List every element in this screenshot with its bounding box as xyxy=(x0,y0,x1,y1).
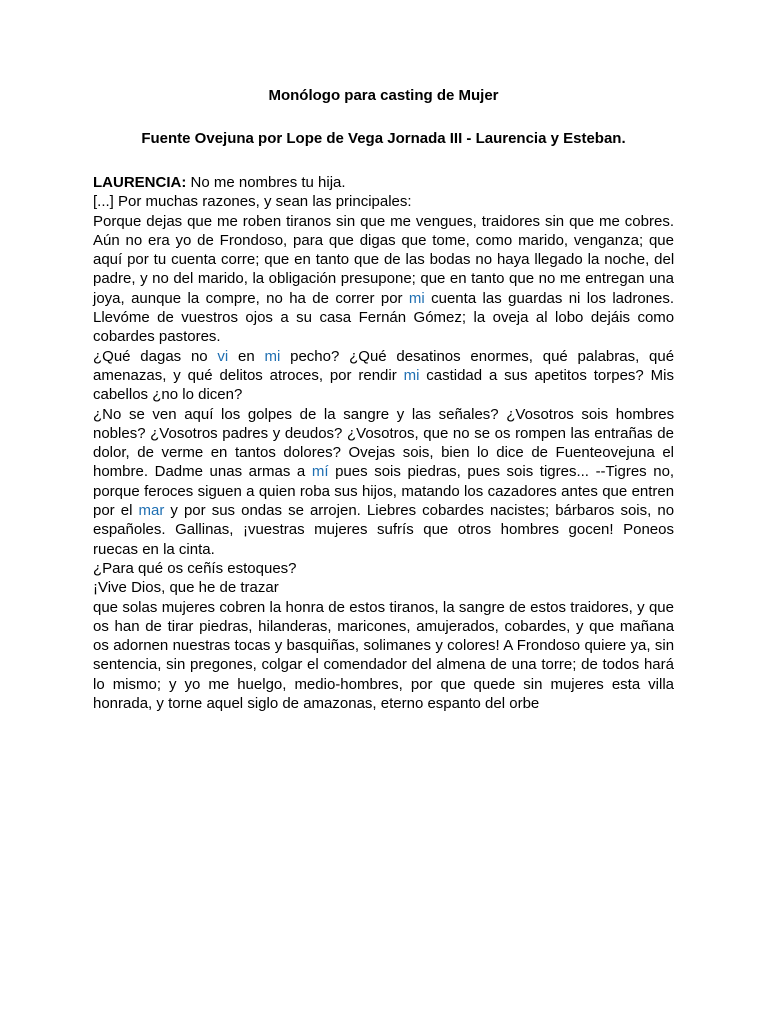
paragraph: ¡Vive Dios, que he de trazar xyxy=(93,579,279,597)
highlighted-word: mi xyxy=(264,347,281,365)
highlighted-word: mi xyxy=(408,289,425,307)
paragraph: que solas mujeres cobren la honra de estos tiranos, la sangre de estos traidores, y que os han de tirar piedras, hilanderas, maricones, amujerados, cobardes, y que mañana os adornen nuestras tocas y basquiñas, solimanes y colores! A Frondoso quiere ya, sin sentencia, sin pregones, colgar el comendador del almena de una torre; de todos hará lo mismo; y yo me huelgo, medio-hombres, por que quede sin mujeres esta villa honrada, y torne aquel siglo de amazonas, eterno espanto del orbe xyxy=(93,598,675,713)
first-line: No me nombres tu hija. xyxy=(190,174,346,191)
paragraph: ¿Qué dagas no vi en mi pecho? ¿Qué desatinos enormes, qué palabras, qué amenazas, y qué delitos atroces, por rendir mi castidad a sus apetitos torpes? Mis cabellos ¿no lo dicen? xyxy=(93,347,675,404)
highlighted-word: vi xyxy=(217,347,229,365)
paragraph: ¿Para qué os ceñís estoques? xyxy=(93,559,297,577)
paragraph: Porque dejas que me roben tiranos sin que me vengues, traidores sin que me cobres. Aún no era yo de Frondoso, para que digas que tome, como marido, venganza; que aquí por tu cuenta corre; que en tanto que de las bodas no haya llegado la noche, del padre, y no del marido, la obligación presupone; que en tanto que no me entregan una joya, aunque la compre, no ha de correr por mi cuenta las guardas ni los ladrones. Llevóme de vuestros ojos a su casa Fernán Gómez; la oveja al lobo dejáis como cobardes pastores. xyxy=(93,212,675,346)
paragraph: [...] Por muchas razones, y sean las principales: xyxy=(93,193,412,211)
highlighted-word: mí xyxy=(311,463,329,481)
paragraph: ¿No se ven aquí los golpes de la sangre y las señales? ¿Vosotros sois hombres nobles? ¿Vosotros padres y deudos? ¿Vosotros, que no se os rompen las entrañas de dolor, de verme en tantos dolores? Ovejas sois, bien lo dice de Fuenteovejuna el hombre. Dadme unas armas a mí pues sois piedras, pues sois tigres... --Tigres no, porque feroces siguen a quien roba sus hijos, matando los cazadores antes que entren por el mar y por sus ondas se arrojen. Liebres cobardes nacistes; bárbaros sois, no españoles. Gallinas, ¡vuestras mujeres sufrís que otros hombres gocen! Poneos ruecas en la cinta. xyxy=(93,405,675,558)
document-subtitle: Fuente Ovejuna por Lope de Vega Jornada III - Laurencia y Esteban. xyxy=(141,130,626,147)
monologue-body xyxy=(93,173,674,713)
speaker-line xyxy=(93,173,674,192)
speaker-name: LAURENCIA: xyxy=(93,174,187,191)
highlighted-word: mi xyxy=(403,366,420,384)
highlighted-word: mar xyxy=(138,502,165,520)
document-title: Monólogo para casting de Mujer xyxy=(268,87,499,104)
document-page xyxy=(93,86,674,713)
